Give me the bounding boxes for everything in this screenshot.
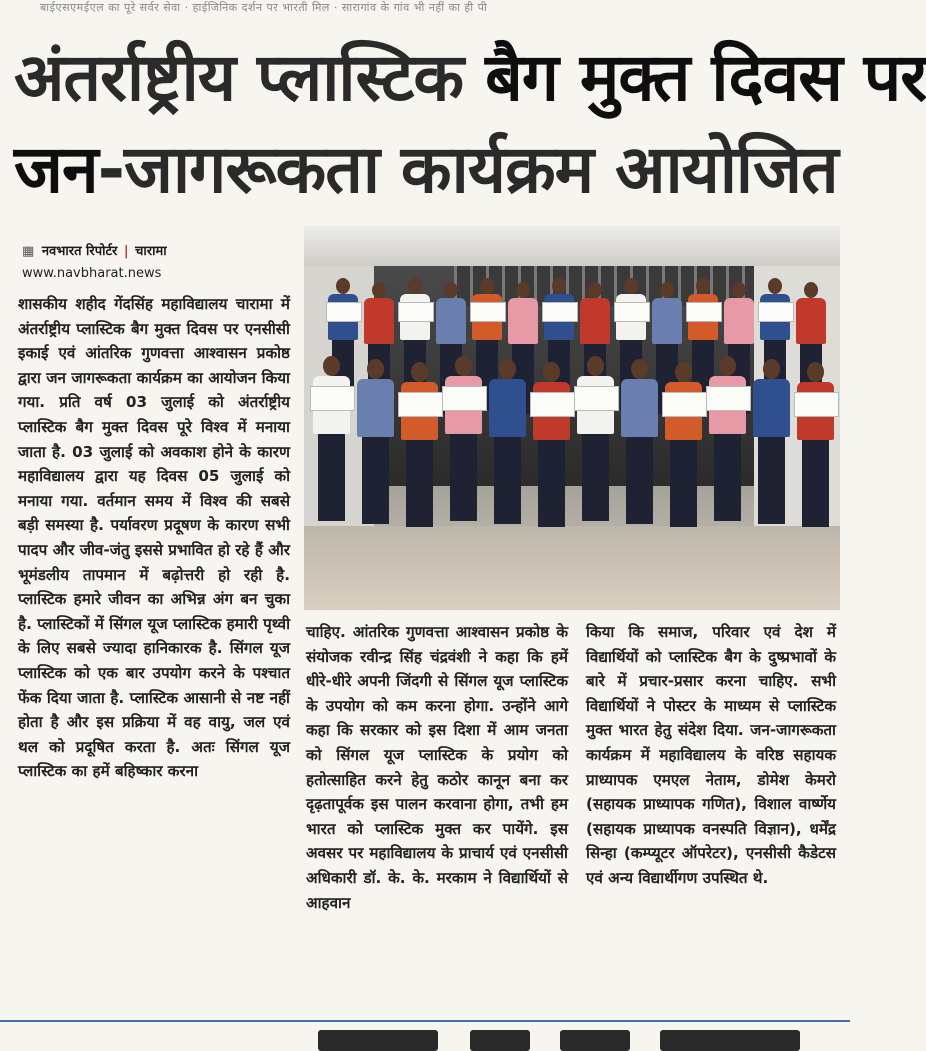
headline-line-2-part-b: -जागरूकता कार्यक्रम आयोजित [97,131,838,208]
photo-placard [758,302,794,322]
byline-mark-icon: ▦ [22,244,35,259]
photo-placard [470,302,506,322]
next-headline-fragment [318,1030,438,1051]
bottom-next-headline-strip [0,1020,850,1051]
photo-placard [662,392,707,417]
byline-reporter: नवभारत रिपोर्टर [41,244,118,259]
article-column-3: किया कि समाज, परिवार एवं देश में विद्यार्थियों को प्लास्टिक बैग के दुष्प्रभावों के बारे में प्रचार-प्रसार करना चाहिए. सभी विद्यार्थियों ने पोस्टर के माध्यम से प्लास्टिक मुक्त भारत हेतु संदेश दिया. जन-जागरूकता कार्यक्रम में महाविद्यालय के वरिष्ठ सहायक प्राध्यापक एमएल नेताम, डोमेश केमरो (सहायक प्राध्यापक गणित), विशाल वार्ष्णेय (सहायक प्राध्यापक वनस्पति विज्ञान), धर्मेंद्र सिन्हा (कम्प्यूटर ऑपरेटर), एनसीसी कैडेटस एवं अन्य विद्यार्थीगण उपस्थित थे. [586,623,836,887]
photo-floor [304,526,840,610]
photo-placard [326,302,362,322]
top-strip: बाईएसएमईएल का पूरे सर्वर सेवा · हाईजिनिक दर्शन पर भारती मिल · सारागांव के गांव भी नहीं का ही पी [40,1,488,14]
photo-building-beam [304,226,840,266]
photo-placard [686,302,722,322]
next-headline-fragment [470,1030,530,1051]
byline [22,241,167,259]
photo-placard [398,392,443,417]
headline-line-1-part-b: बैग मुक्त दिवस पर [485,39,926,116]
byline-place: चारामा [135,244,167,259]
photo-placard [614,302,650,322]
photo-placard [794,392,839,417]
news-photo [304,226,840,610]
next-headline-fragment [560,1030,630,1051]
byline-separator: | [123,244,129,259]
website-link[interactable]: www.navbharat.news [22,266,162,281]
headline-line-1 [14,36,926,120]
headline-line-2 [14,128,836,212]
headline-line-1-part-a: अंतर्राष्ट्रीय प्लास्टिक [14,39,464,116]
photo-placard [310,386,355,411]
headline-line-2-part-a: जन [14,131,98,208]
photo-placard [442,386,487,411]
article-column-2: चाहिए. आंतरिक गुणवत्ता आश्वासन प्रकोष्ठ के संयोजक रवीन्द्र सिंह चंद्रवंशी ने कहा कि हमें धीरे-धीरे अपनी जिंदगी से सिंगल यूज प्लास्टिक के उपयोग को कम करना होगा. उन्होंने आगे कहा कि सरकार को इस दिशा में आम जनता को सिंगल यूज प्लास्टिक के प्रयोग को हतोत्साहित करने हेतु कठोर कानून बना कर दृढ़तापूर्वक इस पालन करवाना होगा, तभी हम भारत को प्लास्टिक मुक्त कर पायेंगे. इस अवसर पर महाविद्यालय के प्राचार्य एवं एनसीसी अधिकारी डॉ. के. के. मरकाम ने विद्यार्थियों से आहवान [306,623,568,912]
photo-placard [706,386,751,411]
photo-placard [530,392,575,417]
photo-placard [542,302,578,322]
photo-placard [398,302,434,322]
next-headline-fragment [660,1030,800,1051]
photo-placard [574,386,619,411]
article-column-1: शासकीय शहीद गेंदसिंह महाविद्यालय चारामा में अंतर्राष्ट्रीय प्लास्टिक बैग मुक्त दिवस पर एनसीसी इकाई एवं आंतरिक गुणवत्ता आश्वासन प्रकोष्ठ द्वारा जन जागरूकता कार्यक्रम का आयोजन किया गया. प्रति वर्ष 03 जुलाई को अंतर्राष्ट्रीय प्लास्टिक बैग मुक्त दिवस पूरे विश्व में मनाया जाता है. 03 जुलाई को अवकाश होने के कारण महाविद्यालय द्वारा यह दिवस 05 जुलाई को मनाया गया. वर्तमान समय में विश्व की सबसे बड़ी समस्या है. पर्यावरण प्रदूषण के कारण सभी पादप और जीव-जंतु इससे प्रभावित हो रहे हैं और भूमंडलीय तापमान में बढ़ोत्तरी हो रही है. प्लास्टिक हमारे जीवन का अभिन्न अंग बन चुका है. प्लास्टिकों में सिंगल यूज प्लास्टिक हमारी पृथ्वी के लिए सबसे ज्यादा हानिकारक है. सिंगल यूज प्लास्टिक को एक बार उपयोग करने के पश्चात फेंक दिया जाता है. प्लास्टिक आसानी से नष्ट नहीं होता है और इस प्रक्रिया में वह वायु, जल एवं थल को प्रदूषित करता है. अतः सिंगल यूज प्लास्टिक का हमें बहिष्कार करना [18,295,290,781]
